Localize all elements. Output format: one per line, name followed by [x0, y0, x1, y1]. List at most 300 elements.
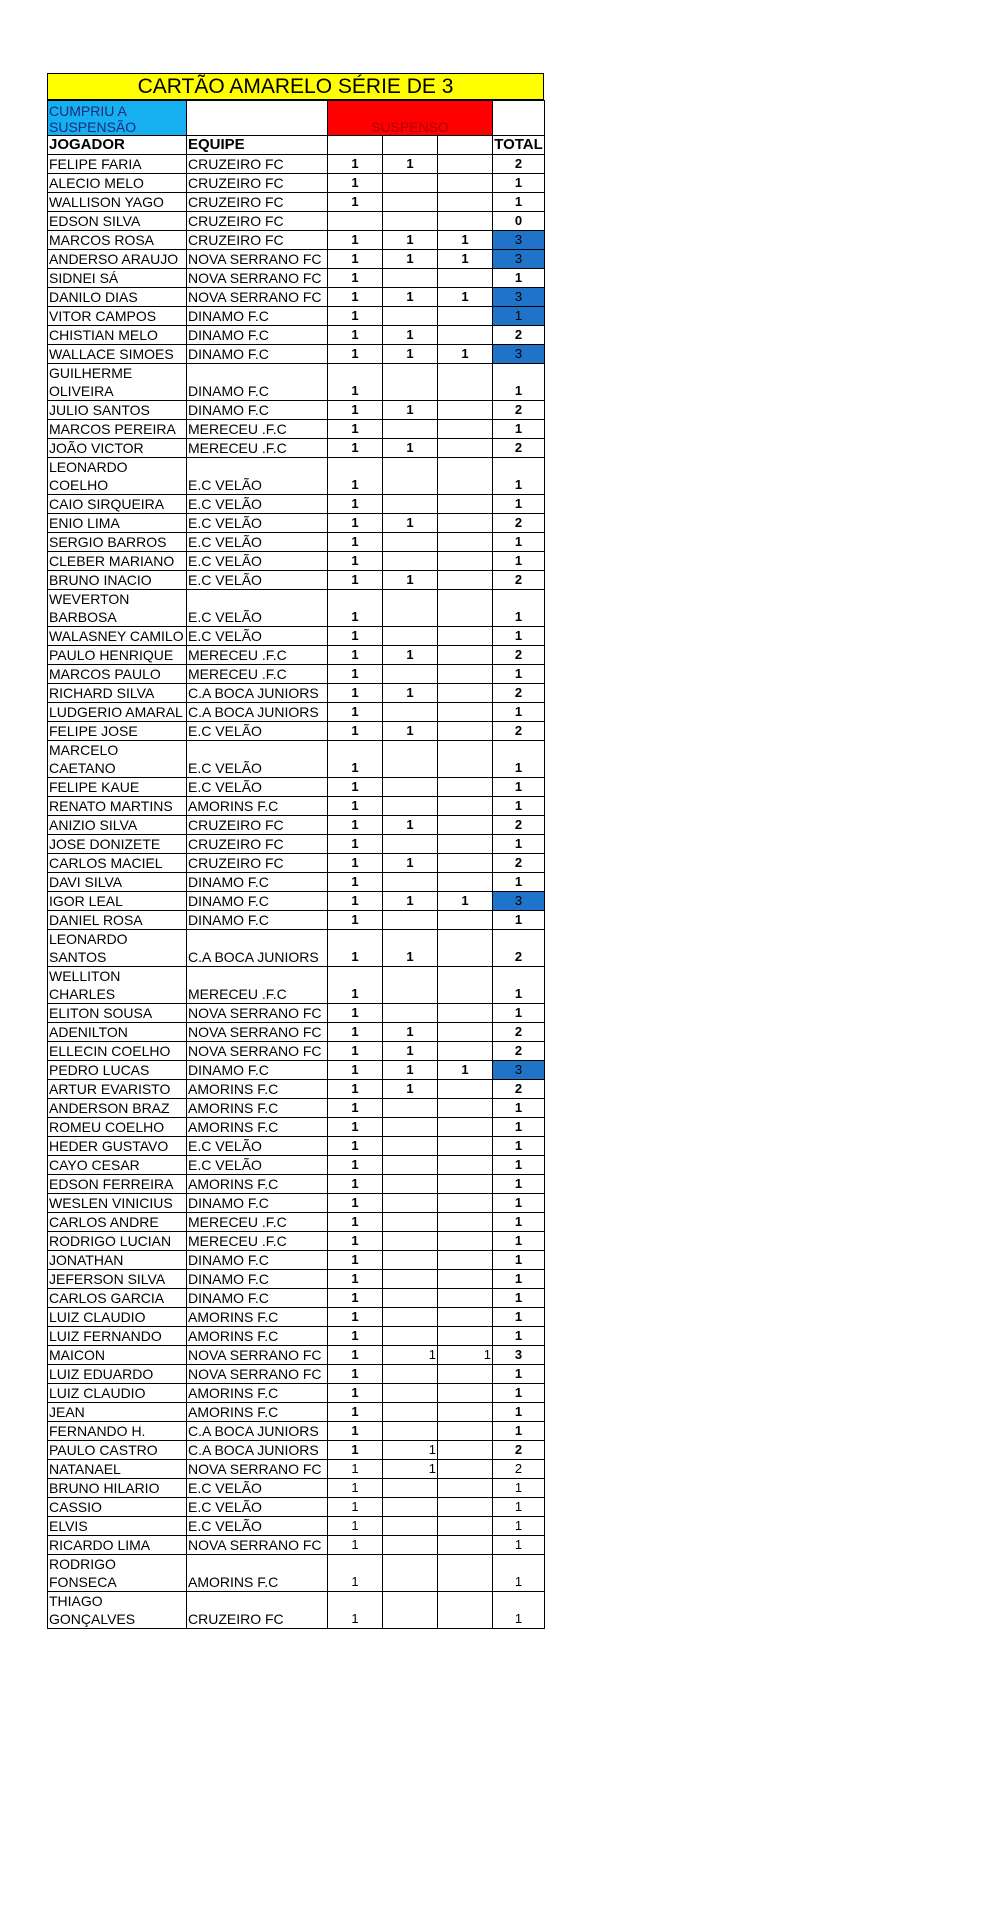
table-row	[48, 1498, 545, 1517]
player-name-cell: WALLISON YAGO	[48, 193, 187, 212]
card-count-cell	[383, 420, 438, 439]
total-cell: 1	[493, 1498, 545, 1517]
team-name-cell: CRUZEIRO FC	[187, 1592, 328, 1629]
card-count-cell: 1	[328, 345, 383, 364]
card-count-cell	[383, 269, 438, 288]
table-row	[48, 1118, 545, 1137]
card-count-cell	[383, 1403, 438, 1422]
team-name-cell: E.C VELÃO	[187, 1498, 328, 1517]
card-count-cell: 1	[328, 1194, 383, 1213]
table-row	[48, 1441, 545, 1460]
team-name-cell: AMORINS F.C	[187, 1327, 328, 1346]
team-name-cell: DINAMO F.C	[187, 1194, 328, 1213]
card-count-cell: 1	[328, 1555, 383, 1592]
sheet-title: CARTÃO AMARELO SÉRIE DE 3	[47, 73, 544, 100]
table-row	[48, 892, 545, 911]
table-row	[48, 797, 545, 816]
card-count-cell	[438, 854, 493, 873]
card-count-cell: 1	[328, 911, 383, 930]
card-count-cell: 1	[328, 174, 383, 193]
card-count-cell: 1	[328, 703, 383, 722]
player-name-cell: WELLITON CHARLES	[48, 967, 187, 1004]
card-count-cell: 1	[438, 892, 493, 911]
player-name-cell: SIDNEI SÁ	[48, 269, 187, 288]
total-cell: 2	[493, 1042, 545, 1061]
table-row	[48, 703, 545, 722]
player-name-cell: ALECIO MELO	[48, 174, 187, 193]
total-cell: 1	[493, 1536, 545, 1555]
total-cell: 0	[493, 212, 545, 231]
table-row	[48, 816, 545, 835]
card-count-cell: 1	[328, 684, 383, 703]
player-name-cell: JEFERSON SILVA	[48, 1270, 187, 1289]
team-name-cell: E.C VELÃO	[187, 533, 328, 552]
card-count-cell	[438, 1023, 493, 1042]
card-count-cell	[383, 590, 438, 627]
table-row	[48, 364, 545, 401]
card-count-cell	[438, 1004, 493, 1023]
table-row	[48, 1403, 545, 1422]
card-count-cell: 1	[328, 1061, 383, 1080]
card-count-cell: 1	[383, 1080, 438, 1099]
table-row	[48, 174, 545, 193]
table-row	[48, 1555, 545, 1592]
team-name-cell: DINAMO F.C	[187, 1270, 328, 1289]
card-count-cell	[383, 1251, 438, 1270]
player-name-cell: LUDGERIO AMARAL	[48, 703, 187, 722]
card-count-cell: 1	[328, 1289, 383, 1308]
team-name-cell: E.C VELÃO	[187, 514, 328, 533]
team-name-cell: NOVA SERRANO FC	[187, 1042, 328, 1061]
team-name-cell: AMORINS F.C	[187, 1555, 328, 1592]
player-name-cell: DANIEL ROSA	[48, 911, 187, 930]
team-name-cell: NOVA SERRANO FC	[187, 269, 328, 288]
total-cell: 1	[493, 1592, 545, 1629]
team-name-cell: NOVA SERRANO FC	[187, 250, 328, 269]
player-name-cell: MARCOS PEREIRA	[48, 420, 187, 439]
total-cell: 1	[493, 533, 545, 552]
card-count-cell: 1	[328, 552, 383, 571]
player-name-cell: CASSIO	[48, 1498, 187, 1517]
card-count-cell	[438, 495, 493, 514]
card-count-cell: 1	[328, 967, 383, 1004]
player-name-cell: FELIPE KAUE	[48, 778, 187, 797]
card-count-cell: 1	[328, 458, 383, 495]
team-name-cell: CRUZEIRO FC	[187, 835, 328, 854]
card-count-cell	[438, 1251, 493, 1270]
card-count-cell	[383, 1592, 438, 1629]
total-cell: 1	[493, 552, 545, 571]
table-row	[48, 967, 545, 1004]
table-row	[48, 1061, 545, 1080]
card-count-cell	[438, 155, 493, 174]
card-count-cell	[383, 458, 438, 495]
player-name-cell: JOSE DONIZETE	[48, 835, 187, 854]
player-name-cell: ELITON SOUSA	[48, 1004, 187, 1023]
card-count-cell: 1	[328, 1004, 383, 1023]
card-count-cell	[383, 193, 438, 212]
total-cell: 3	[493, 1346, 545, 1365]
card-count-cell: 1	[328, 778, 383, 797]
total-cell: 1	[493, 1422, 545, 1441]
player-name-cell: JEAN	[48, 1403, 187, 1422]
card-count-cell: 1	[438, 345, 493, 364]
total-cell: 3	[493, 1061, 545, 1080]
card-count-cell	[383, 1384, 438, 1403]
card-count-cell: 1	[383, 514, 438, 533]
card-count-cell	[438, 797, 493, 816]
table-row	[48, 1194, 545, 1213]
total-cell: 1	[493, 269, 545, 288]
player-name-cell: ANIZIO SILVA	[48, 816, 187, 835]
col-header-total: TOTAL	[494, 136, 543, 153]
card-count-cell: 1	[328, 1536, 383, 1555]
table-row	[48, 1232, 545, 1251]
team-name-cell: E.C VELÃO	[187, 458, 328, 495]
card-count-cell	[438, 1194, 493, 1213]
card-count-cell: 1	[328, 1384, 383, 1403]
card-count-cell: 1	[328, 250, 383, 269]
player-name-cell: ROMEU COELHO	[48, 1118, 187, 1137]
player-name-cell: ENIO LIMA	[48, 514, 187, 533]
table-row	[48, 420, 545, 439]
card-count-cell: 1	[328, 231, 383, 250]
suspenso-cell: SUSPENSO	[328, 101, 493, 136]
table-row	[48, 911, 545, 930]
card-count-cell: 1	[328, 193, 383, 212]
player-name-cell: ARTUR EVARISTO	[48, 1080, 187, 1099]
total-cell: 2	[493, 571, 545, 590]
card-count-cell	[438, 571, 493, 590]
card-count-cell	[383, 741, 438, 778]
card-count-cell	[438, 1042, 493, 1061]
total-cell: 1	[493, 307, 545, 326]
card-count-cell	[438, 364, 493, 401]
table-row	[48, 1099, 545, 1118]
card-count-cell	[383, 1156, 438, 1175]
card-count-cell	[438, 967, 493, 1004]
card-count-cell	[438, 1118, 493, 1137]
player-name-cell: PAULO HENRIQUE	[48, 646, 187, 665]
card-count-cell: 1	[383, 288, 438, 307]
player-name-cell: EDSON SILVA	[48, 212, 187, 231]
total-cell: 2	[493, 1080, 545, 1099]
card-count-cell: 1	[328, 307, 383, 326]
card-count-cell	[438, 174, 493, 193]
card-count-cell: 1	[383, 646, 438, 665]
team-name-cell: NOVA SERRANO FC	[187, 1460, 328, 1479]
card-count-cell	[383, 1536, 438, 1555]
card-count-cell: 1	[383, 1042, 438, 1061]
player-name-cell: RICHARD SILVA	[48, 684, 187, 703]
table-row	[48, 288, 545, 307]
table-row	[48, 646, 545, 665]
card-count-cell	[383, 665, 438, 684]
total-cell: 1	[493, 797, 545, 816]
player-name-cell: RENATO MARTINS	[48, 797, 187, 816]
player-name-cell: WALLACE SIMOES	[48, 345, 187, 364]
card-count-cell: 1	[328, 741, 383, 778]
card-count-cell	[438, 665, 493, 684]
table-row	[48, 1270, 545, 1289]
card-count-cell: 1	[383, 854, 438, 873]
card-count-cell: 1	[383, 1023, 438, 1042]
card-count-cell: 1	[328, 873, 383, 892]
player-name-cell: CAYO CESAR	[48, 1156, 187, 1175]
table-row	[48, 345, 545, 364]
total-cell: 2	[493, 514, 545, 533]
card-count-cell: 1	[383, 155, 438, 174]
card-count-cell	[438, 646, 493, 665]
team-name-cell: CRUZEIRO FC	[187, 854, 328, 873]
total-cell: 1	[493, 741, 545, 778]
card-count-cell	[438, 911, 493, 930]
total-cell: 1	[493, 1403, 545, 1422]
team-name-cell: E.C VELÃO	[187, 552, 328, 571]
team-name-cell: DINAMO F.C	[187, 401, 328, 420]
card-count-cell	[328, 212, 383, 231]
player-name-cell: JULIO SANTOS	[48, 401, 187, 420]
team-name-cell: C.A BOCA JUNIORS	[187, 684, 328, 703]
card-count-cell: 1	[328, 1517, 383, 1536]
card-count-cell: 1	[328, 1592, 383, 1629]
table-row	[48, 155, 545, 174]
card-count-cell	[438, 741, 493, 778]
card-count-cell: 1	[328, 420, 383, 439]
table-row	[48, 873, 545, 892]
total-cell: 1	[493, 835, 545, 854]
card-count-cell: 1	[328, 514, 383, 533]
table-row	[48, 684, 545, 703]
player-name-cell: CARLOS ANDRE	[48, 1213, 187, 1232]
card-count-cell	[438, 1156, 493, 1175]
total-cell: 2	[493, 401, 545, 420]
card-count-cell: 1	[328, 364, 383, 401]
team-name-cell: DINAMO F.C	[187, 307, 328, 326]
table-row	[48, 1156, 545, 1175]
card-count-cell	[438, 269, 493, 288]
total-cell: 2	[493, 155, 545, 174]
team-name-cell: DINAMO F.C	[187, 1289, 328, 1308]
card-count-cell	[438, 1365, 493, 1384]
table-row	[48, 269, 545, 288]
card-count-cell: 1	[438, 288, 493, 307]
card-count-cell	[383, 1479, 438, 1498]
table-row	[48, 1479, 545, 1498]
team-name-cell: AMORINS F.C	[187, 1080, 328, 1099]
total-cell: 1	[493, 1365, 545, 1384]
card-count-cell: 1	[383, 816, 438, 835]
total-cell: 1	[493, 911, 545, 930]
table-row	[48, 665, 545, 684]
total-cell: 2	[493, 816, 545, 835]
card-count-cell	[383, 797, 438, 816]
card-count-cell	[438, 684, 493, 703]
card-count-cell	[438, 307, 493, 326]
team-name-cell: NOVA SERRANO FC	[187, 288, 328, 307]
card-count-cell: 1	[383, 439, 438, 458]
table-row	[48, 778, 545, 797]
header-row-status	[48, 101, 545, 136]
total-cell: 2	[493, 439, 545, 458]
card-count-cell	[383, 1517, 438, 1536]
team-name-cell: E.C VELÃO	[187, 590, 328, 627]
total-cell: 3	[493, 250, 545, 269]
table-row	[48, 1327, 545, 1346]
card-count-cell	[383, 174, 438, 193]
card-count-cell: 1	[328, 1327, 383, 1346]
card-count-cell: 1	[383, 684, 438, 703]
card-count-cell	[438, 1479, 493, 1498]
card-count-cell: 1	[383, 250, 438, 269]
card-count-cell	[383, 967, 438, 1004]
card-count-cell	[438, 590, 493, 627]
card-count-cell: 1	[328, 930, 383, 967]
total-cell: 1	[493, 778, 545, 797]
card-count-cell: 1	[328, 1042, 383, 1061]
card-count-cell: 1	[383, 345, 438, 364]
card-count-cell: 1	[328, 571, 383, 590]
card-count-cell	[383, 1118, 438, 1137]
table-row	[48, 1080, 545, 1099]
spreadsheet	[47, 73, 544, 1629]
table-row	[48, 627, 545, 646]
header-row-columns	[48, 136, 545, 155]
total-cell: 2	[493, 684, 545, 703]
card-count-cell: 1	[383, 892, 438, 911]
card-count-cell	[383, 873, 438, 892]
card-count-cell	[383, 552, 438, 571]
player-name-cell: VITOR CAMPOS	[48, 307, 187, 326]
card-count-cell: 1	[383, 1346, 438, 1365]
card-count-cell: 1	[328, 1118, 383, 1137]
card-count-cell: 1	[328, 1080, 383, 1099]
total-cell: 2	[493, 854, 545, 873]
card-count-cell: 1	[328, 665, 383, 684]
team-name-cell: CRUZEIRO FC	[187, 212, 328, 231]
player-name-cell: CLEBER MARIANO	[48, 552, 187, 571]
table-row	[48, 1308, 545, 1327]
team-name-cell: E.C VELÃO	[187, 495, 328, 514]
card-count-cell: 1	[328, 1346, 383, 1365]
card-count-cell: 1	[328, 1270, 383, 1289]
total-cell: 1	[493, 1270, 545, 1289]
table-row	[48, 1422, 545, 1441]
total-cell: 2	[493, 646, 545, 665]
card-count-cell	[438, 1137, 493, 1156]
total-cell: 1	[493, 590, 545, 627]
total-cell: 1	[493, 1099, 545, 1118]
card-count-cell: 1	[328, 1479, 383, 1498]
team-name-cell: E.C VELÃO	[187, 1156, 328, 1175]
total-cell: 3	[493, 288, 545, 307]
table-row	[48, 1213, 545, 1232]
team-name-cell: AMORINS F.C	[187, 1118, 328, 1137]
player-name-cell: LUIZ CLAUDIO	[48, 1308, 187, 1327]
card-count-cell	[438, 1517, 493, 1536]
card-count-cell	[438, 1555, 493, 1592]
team-name-cell: MERECEU .F.C	[187, 1232, 328, 1251]
table-row	[48, 1365, 545, 1384]
card-count-cell	[438, 1099, 493, 1118]
col-header-equipe: EQUIPE	[187, 136, 328, 155]
team-name-cell: C.A BOCA JUNIORS	[187, 703, 328, 722]
total-cell: 2	[493, 930, 545, 967]
card-count-cell: 1	[328, 1365, 383, 1384]
card-count-cell	[383, 495, 438, 514]
card-count-cell: 1	[328, 1213, 383, 1232]
total-cell: 1	[493, 1213, 545, 1232]
player-name-cell: RODRIGO FONSECA	[48, 1555, 187, 1592]
card-count-cell: 1	[328, 1403, 383, 1422]
table-row	[48, 1023, 545, 1042]
card-count-cell	[383, 911, 438, 930]
card-count-cell	[383, 1175, 438, 1194]
card-count-cell	[383, 212, 438, 231]
card-count-cell	[383, 1232, 438, 1251]
player-name-cell: WALASNEY CAMILO	[48, 627, 187, 646]
total-cell: 1	[493, 1118, 545, 1137]
player-name-cell: IGOR LEAL	[48, 892, 187, 911]
table-row	[48, 1289, 545, 1308]
total-cell: 1	[493, 1137, 545, 1156]
team-name-cell: CRUZEIRO FC	[187, 155, 328, 174]
total-cell: 1	[493, 1555, 545, 1592]
player-name-cell: PAULO CASTRO	[48, 1441, 187, 1460]
team-name-cell: E.C VELÃO	[187, 627, 328, 646]
player-name-cell: LEONARDO SANTOS	[48, 930, 187, 967]
card-count-cell	[438, 627, 493, 646]
team-name-cell: CRUZEIRO FC	[187, 193, 328, 212]
player-name-cell: NATANAEL	[48, 1460, 187, 1479]
team-name-cell: NOVA SERRANO FC	[187, 1023, 328, 1042]
card-count-cell	[383, 1555, 438, 1592]
team-name-cell: DINAMO F.C	[187, 892, 328, 911]
table-row	[48, 1251, 545, 1270]
card-count-cell: 1	[383, 930, 438, 967]
player-name-cell: WEVERTON BARBOSA	[48, 590, 187, 627]
card-count-cell	[438, 420, 493, 439]
table-row	[48, 495, 545, 514]
card-count-cell	[438, 1498, 493, 1517]
card-count-cell	[438, 1422, 493, 1441]
player-name-cell: CAIO SIRQUEIRA	[48, 495, 187, 514]
table-row	[48, 741, 545, 778]
card-count-cell	[383, 1498, 438, 1517]
total-cell: 1	[493, 1327, 545, 1346]
team-name-cell: E.C VELÃO	[187, 741, 328, 778]
blank-header-cell	[493, 101, 545, 136]
total-cell: 1	[493, 1517, 545, 1536]
team-name-cell: C.A BOCA JUNIORS	[187, 1441, 328, 1460]
team-name-cell: AMORINS F.C	[187, 1403, 328, 1422]
total-cell: 1	[493, 1251, 545, 1270]
card-count-cell: 1	[328, 155, 383, 174]
player-name-cell: RODRIGO LUCIAN	[48, 1232, 187, 1251]
player-name-cell: SERGIO BARROS	[48, 533, 187, 552]
player-name-cell: FELIPE JOSE	[48, 722, 187, 741]
team-name-cell: MERECEU .F.C	[187, 1213, 328, 1232]
card-count-cell	[438, 401, 493, 420]
table-row	[48, 458, 545, 495]
card-count-cell: 1	[438, 1061, 493, 1080]
team-name-cell: DINAMO F.C	[187, 1251, 328, 1270]
total-cell: 1	[493, 1308, 545, 1327]
card-count-cell: 1	[328, 533, 383, 552]
total-cell: 3	[493, 231, 545, 250]
team-name-cell: AMORINS F.C	[187, 1099, 328, 1118]
card-count-cell	[383, 835, 438, 854]
